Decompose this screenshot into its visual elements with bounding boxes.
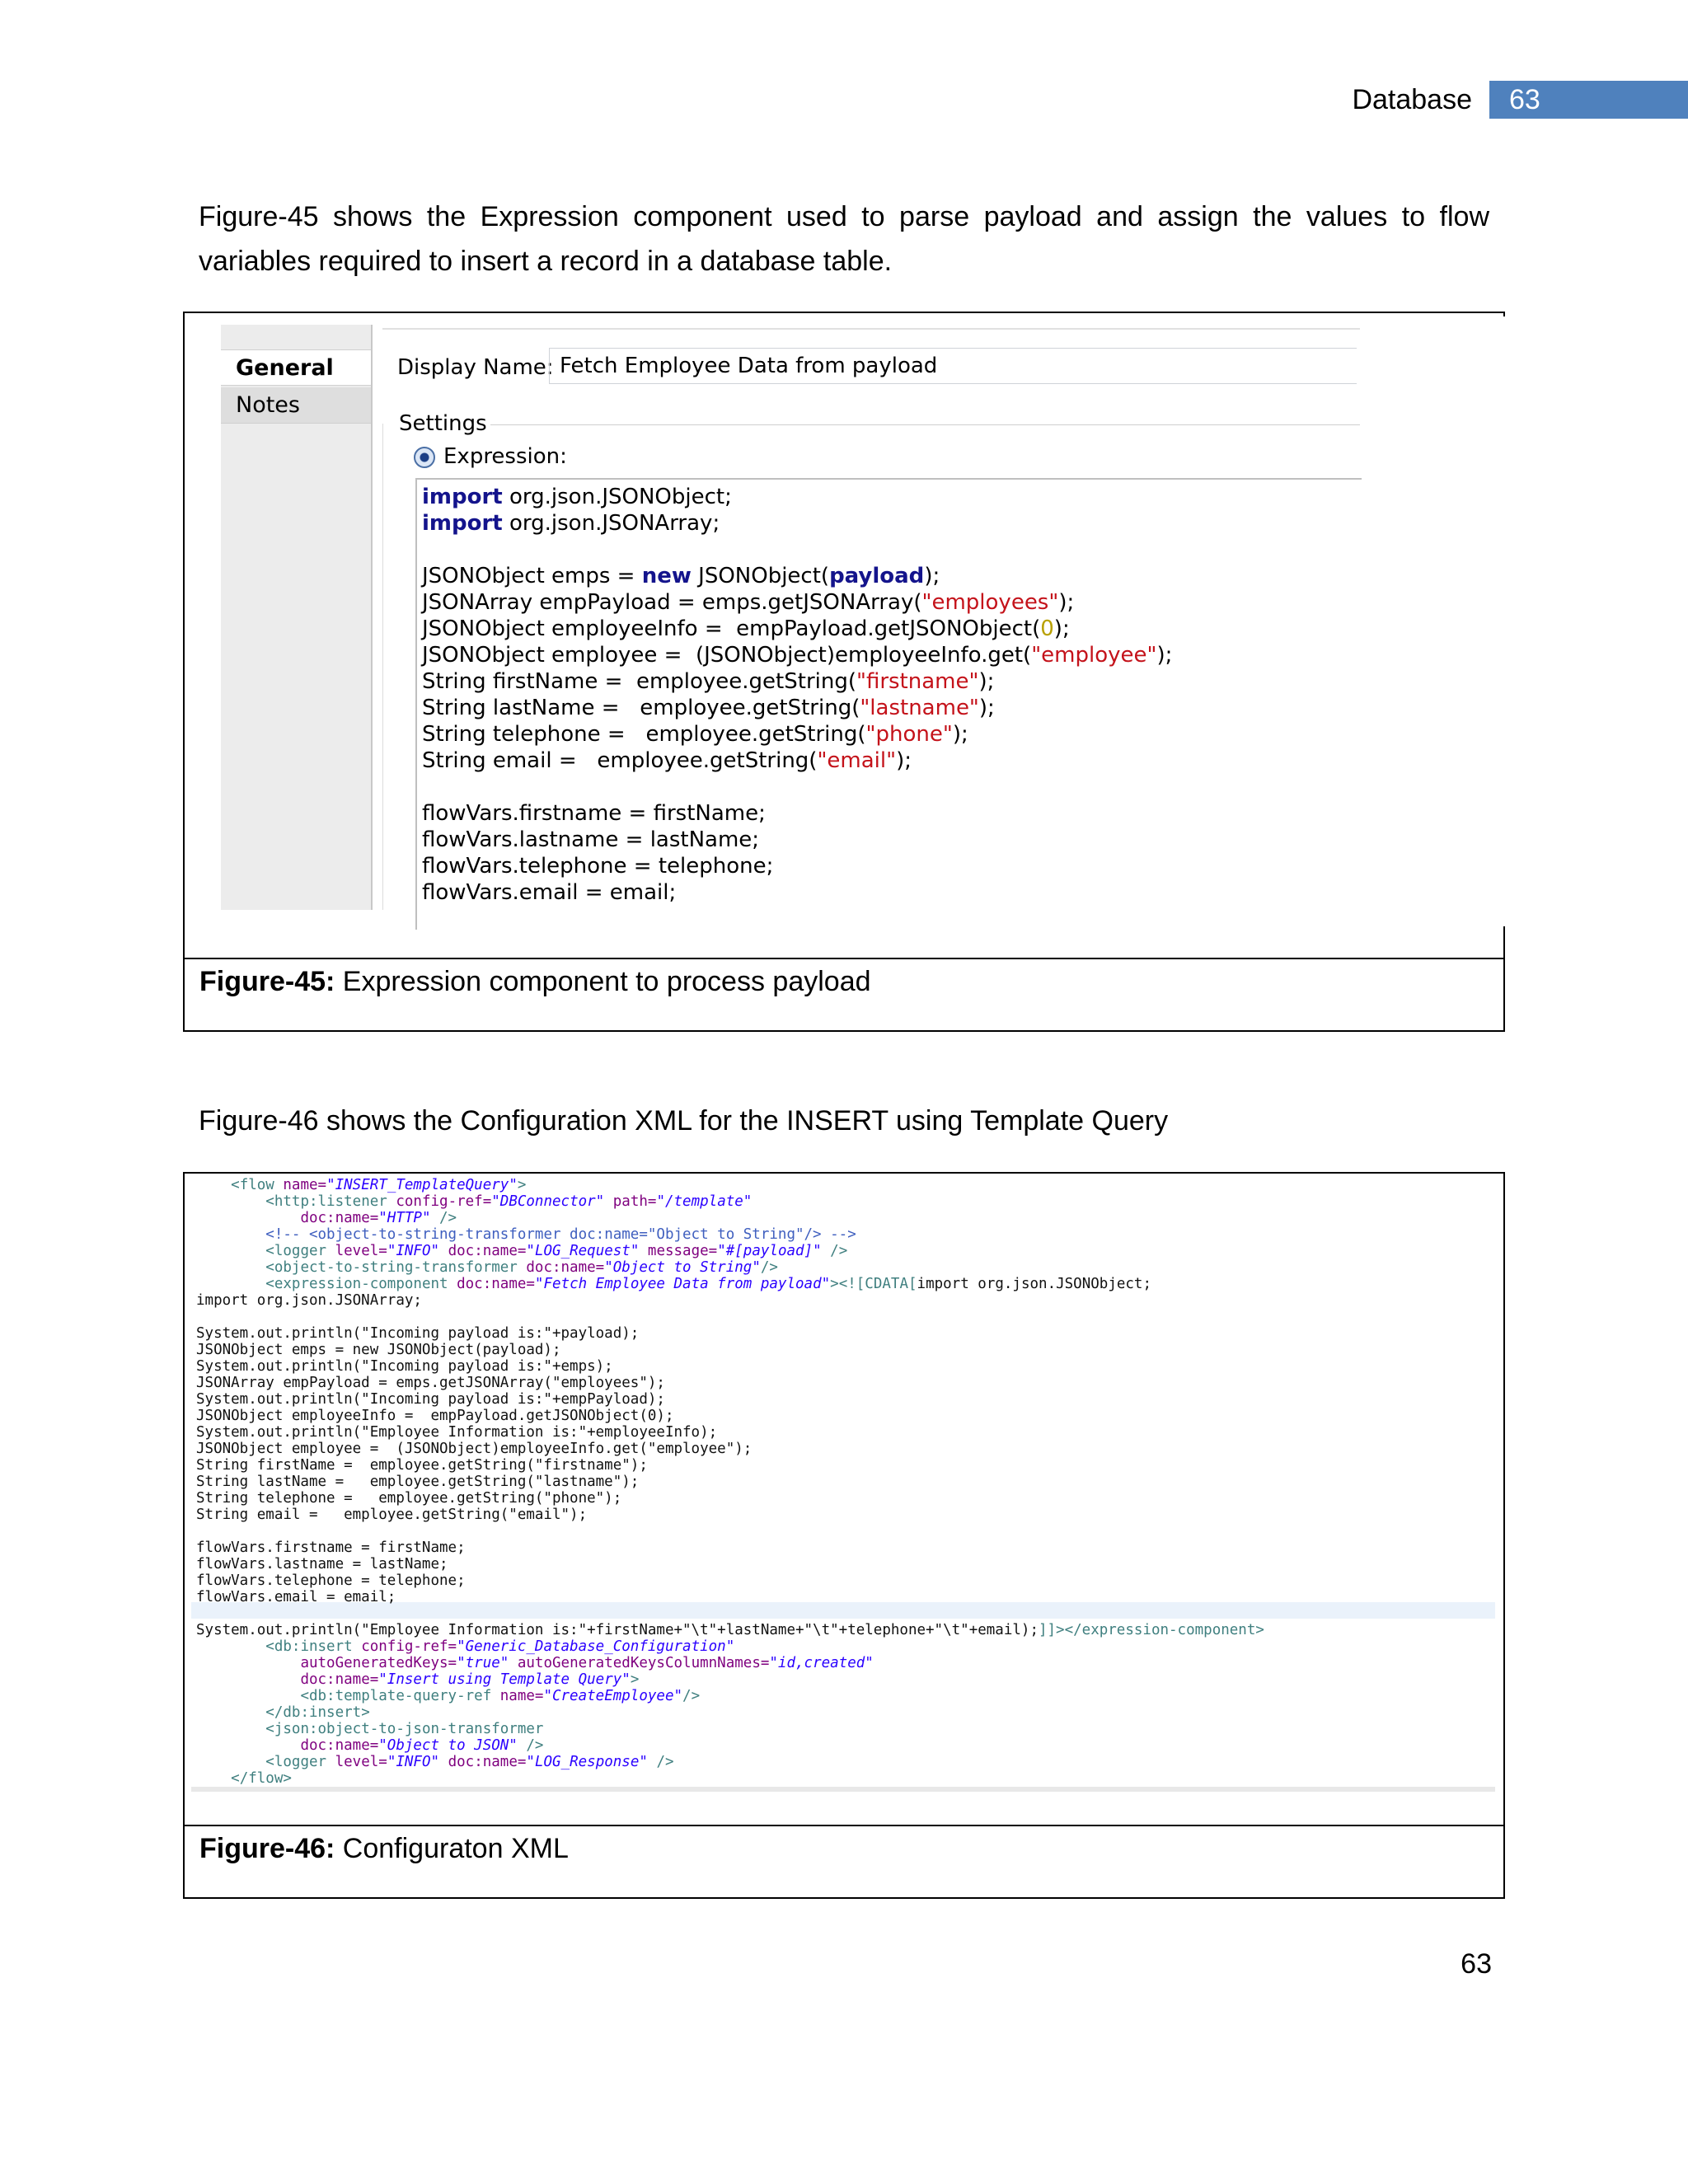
xml-line	[196, 1391, 1493, 1408]
code-token: <object-to-string-transformer	[265, 1259, 518, 1276]
expression-radio-button[interactable]	[414, 447, 435, 468]
code-token	[196, 1210, 300, 1226]
code-token: "HTTP"	[378, 1210, 431, 1226]
figure-45-caption-text: Expression component to process payload	[335, 966, 871, 997]
code-token	[196, 1259, 265, 1276]
xml-line	[196, 1605, 1493, 1622]
xml-line	[196, 1177, 1493, 1193]
code-token: flowVars.email = email;	[196, 1589, 396, 1605]
expression-code	[422, 484, 1353, 906]
figure-45-caption-label: Figure-45:	[199, 966, 335, 997]
code-token	[196, 1655, 300, 1671]
code-token: name=	[491, 1688, 544, 1704]
settings-divider	[483, 424, 1360, 425]
code-line	[422, 563, 1353, 589]
code-token: autoGeneratedKeysColumnNames=	[509, 1655, 770, 1671]
code-line	[422, 827, 1353, 853]
code-line	[422, 748, 1353, 774]
code-line	[422, 484, 1353, 510]
code-line	[422, 589, 1353, 616]
code-token: System.out.println("Employee Information is:"+firstName+"\t"+lastName+"\t"+telephone+"\t"+email);	[196, 1622, 1039, 1638]
code-token: );	[1156, 643, 1173, 668]
code-token: String telephone = employee.getString(	[422, 722, 866, 747]
code-token: flowVars.email = email;	[422, 880, 677, 905]
figure-45-caption-row	[185, 958, 1503, 1030]
code-token: level=	[326, 1243, 387, 1259]
code-token	[196, 1754, 265, 1770]
display-name-label: Display Name:	[397, 355, 554, 380]
code-token: <db:template-query-ref	[300, 1688, 492, 1704]
footer-page-number: 63	[1461, 1948, 1492, 1980]
code-token: "Generic_Database_Configuration"	[457, 1638, 735, 1655]
xml-line	[196, 1210, 1493, 1226]
xml-line	[196, 1655, 1493, 1671]
code-line	[422, 510, 1353, 537]
code-token: "Object to JSON"	[378, 1737, 518, 1754]
code-token: >	[517, 1177, 527, 1193]
code-token: "lastname"	[860, 696, 979, 720]
code-token: <expression-component	[265, 1276, 448, 1292]
xml-line	[196, 1358, 1493, 1375]
code-token: JSONObject emps = new JSONObject(payload);	[196, 1342, 561, 1358]
expression-label: Expression:	[443, 444, 567, 469]
code-token: <![CDATA[	[838, 1276, 917, 1292]
code-token: String email = employee.getString(	[422, 748, 818, 773]
code-token	[196, 1704, 265, 1721]
code-token: );	[1058, 590, 1075, 615]
code-token: config-ref=	[387, 1193, 492, 1210]
code-line	[422, 879, 1353, 906]
code-token: doc:name=	[300, 1671, 379, 1688]
code-line	[422, 668, 1353, 695]
code-token: payload	[829, 564, 925, 588]
code-token: import org.json.JSONArray;	[196, 1292, 422, 1309]
xml-line	[196, 1375, 1493, 1391]
code-token: "#[payload]"	[717, 1243, 822, 1259]
code-token: String firstName = employee.getString(	[422, 669, 856, 694]
xml-line	[196, 1259, 1493, 1276]
xml-line	[196, 1556, 1493, 1572]
code-token: 0	[1040, 616, 1054, 641]
code-token: "DBConnector"	[491, 1193, 605, 1210]
xml-line	[196, 1721, 1493, 1737]
code-token: doc:name=	[448, 1276, 535, 1292]
code-token: />	[760, 1259, 778, 1276]
code-token: JSONObject employee = (JSONObject)employeeInfo.get(	[422, 643, 1032, 668]
xml-line	[196, 1342, 1493, 1358]
code-token: String lastName = employee.getString(	[422, 696, 860, 720]
code-token: "Fetch Employee Data from payload"	[534, 1276, 831, 1292]
code-token: </flow>	[231, 1770, 292, 1787]
code-token	[196, 1177, 231, 1193]
code-token: "INFO"	[387, 1754, 440, 1770]
code-token: flowVars.telephone = telephone;	[196, 1572, 466, 1589]
code-token: message=	[639, 1243, 718, 1259]
code-line	[422, 537, 1353, 563]
code-token: doc:name=	[300, 1210, 379, 1226]
code-token: "Object to String"	[604, 1259, 761, 1276]
code-token: "employee"	[1031, 643, 1157, 668]
code-token: flowVars.lastname = lastName;	[422, 827, 760, 852]
code-token: String email = employee.getString("email");	[196, 1507, 588, 1523]
code-token	[196, 1226, 265, 1243]
code-token: ]]></expression-component>	[1038, 1622, 1264, 1638]
figure-45-box	[183, 312, 1505, 1032]
code-token: flowVars.firstname = firstName;	[422, 801, 766, 826]
figure-46-caption	[199, 1828, 569, 1869]
code-token: String telephone = employee.getString("phone");	[196, 1490, 622, 1507]
code-token: />	[430, 1210, 457, 1226]
code-token: );	[978, 669, 995, 694]
figure-46-caption-label: Figure-46:	[199, 1833, 335, 1864]
code-token: "LOG_Request"	[526, 1243, 640, 1259]
configuration-xml-code	[196, 1177, 1493, 1828]
figure-46-caption-text: Configuraton XML	[335, 1833, 569, 1864]
code-token: name=	[274, 1177, 327, 1193]
code-line	[422, 695, 1353, 721]
code-token: "email"	[817, 748, 897, 773]
xml-line	[196, 1243, 1493, 1259]
code-line	[422, 774, 1353, 800]
code-token: </db:insert>	[265, 1704, 370, 1721]
code-line	[422, 721, 1353, 748]
code-line	[422, 853, 1353, 879]
figure-45-caption	[199, 961, 871, 1002]
code-token: );	[1053, 616, 1070, 641]
code-token: doc:name=	[439, 1754, 527, 1770]
header-page-number: 63	[1509, 84, 1540, 115]
code-token: <flow	[231, 1177, 274, 1193]
code-token: JSONObject employeeInfo = empPayload.getJSONObject(0);	[196, 1408, 674, 1424]
code-token: JSONObject(	[691, 564, 830, 588]
code-token: JSONArray empPayload = emps.getJSONArray("employees");	[196, 1375, 665, 1391]
code-token	[196, 1671, 300, 1688]
code-token: />	[682, 1688, 701, 1704]
code-token: System.out.println("Incoming payload is:"+empPayload);	[196, 1391, 665, 1408]
code-token	[196, 1276, 265, 1292]
xml-line	[196, 1671, 1493, 1688]
code-token: />	[647, 1754, 674, 1770]
code-token: />	[517, 1737, 544, 1754]
xml-line	[196, 1474, 1493, 1490]
code-token: "true"	[457, 1655, 509, 1671]
code-token: System.out.println("Employee Information is:"+employeeInfo);	[196, 1424, 718, 1441]
code-token: <logger	[265, 1754, 327, 1770]
xml-line	[196, 1490, 1493, 1507]
code-token: "/template"	[656, 1193, 753, 1210]
xml-line	[196, 1704, 1493, 1721]
xml-line	[196, 1572, 1493, 1589]
code-token: level=	[326, 1754, 387, 1770]
code-token: <db:insert	[265, 1638, 353, 1655]
intro-paragraph-line-2: variables required to insert a record in a database table.	[199, 246, 893, 277]
code-token: path=	[604, 1193, 657, 1210]
code-token: autoGeneratedKeys=	[300, 1655, 457, 1671]
xml-line	[196, 1292, 1493, 1309]
code-token	[196, 1770, 231, 1787]
code-token: String firstName = employee.getString("firstname");	[196, 1457, 648, 1474]
code-token: JSONObject employeeInfo = empPayload.getJSONObject(	[422, 616, 1041, 641]
figure-46-intro-paragraph: Figure-46 shows the Configuration XML for the INSERT using Template Query	[199, 1105, 1169, 1137]
code-token	[196, 1638, 265, 1655]
intro-paragraph-line-1: Figure-45 shows the Expression component used to parse payload and assign the values to flow	[199, 201, 1489, 232]
code-token: );	[952, 722, 968, 747]
code-token: <json:object-to-json-transformer	[265, 1721, 544, 1737]
xml-line	[196, 1540, 1493, 1556]
code-token: <logger	[265, 1243, 327, 1259]
code-token: "employees"	[921, 590, 1059, 615]
code-token: <!-- <object-to-string-transformer doc:name="Object to String"/> -->	[265, 1226, 856, 1243]
code-token	[196, 1243, 265, 1259]
code-token: );	[896, 748, 912, 773]
code-token: JSONArray empPayload = emps.getJSONArray(	[422, 590, 922, 615]
tab-general[interactable]: General	[221, 349, 371, 386]
xml-line	[196, 1622, 1493, 1638]
figure-46-box	[183, 1172, 1505, 1899]
code-token: "firstname"	[856, 669, 979, 694]
code-token: flowVars.lastname = lastName;	[196, 1556, 448, 1572]
xml-line	[196, 1770, 1493, 1787]
code-token: import	[422, 485, 503, 509]
xml-line	[196, 1276, 1493, 1292]
code-token: JSONObject emps =	[422, 564, 642, 588]
code-token: new	[641, 564, 692, 588]
code-token: "id,created"	[769, 1655, 874, 1671]
code-token: >	[830, 1276, 839, 1292]
code-token: doc:name=	[439, 1243, 527, 1259]
xml-line	[196, 1441, 1493, 1457]
xml-line	[196, 1408, 1493, 1424]
settings-group-border	[382, 424, 383, 910]
panel-divider	[382, 328, 1360, 330]
code-token	[196, 1721, 265, 1737]
display-name-field[interactable]: Fetch Employee Data from payload	[549, 348, 1357, 384]
code-token: "LOG_Response"	[526, 1754, 648, 1770]
code-token: System.out.println("Incoming payload is:"+emps);	[196, 1358, 613, 1375]
figure-46-caption-row	[185, 1825, 1503, 1897]
xml-line	[196, 1457, 1493, 1474]
xml-line	[196, 1325, 1493, 1342]
page-number-badge	[1489, 81, 1688, 119]
code-token: import	[422, 511, 503, 536]
settings-group-label: Settings	[399, 407, 490, 440]
xml-line	[196, 1523, 1493, 1540]
code-token: org.json.JSONArray;	[502, 511, 720, 536]
code-token: import org.json.JSONObject;	[917, 1276, 1152, 1292]
properties-sidebar	[221, 325, 373, 910]
code-token	[196, 1688, 300, 1704]
code-token: "INSERT_TemplateQuery"	[326, 1177, 518, 1193]
code-token: "INFO"	[387, 1243, 440, 1259]
code-token: );	[978, 696, 995, 720]
xml-line	[196, 1226, 1493, 1243]
code-token: >	[630, 1671, 640, 1688]
xml-line	[196, 1638, 1493, 1655]
xml-line	[196, 1507, 1493, 1523]
code-token: />	[821, 1243, 848, 1259]
code-token: );	[924, 564, 940, 588]
code-token: flowVars.firstname = firstName;	[196, 1540, 466, 1556]
code-token: doc:name=	[517, 1259, 605, 1276]
code-line	[422, 642, 1353, 668]
xml-line	[196, 1424, 1493, 1441]
xml-line	[196, 1688, 1493, 1704]
code-token: <http:listener	[265, 1193, 387, 1210]
expression-component-screenshot	[203, 316, 1522, 926]
code-token: "CreateEmployee"	[543, 1688, 683, 1704]
code-token: System.out.println("Incoming payload is:"+payload);	[196, 1325, 640, 1342]
code-line	[422, 616, 1353, 642]
code-token: JSONObject employee = (JSONObject)employeeInfo.get("employee");	[196, 1441, 753, 1457]
xml-line	[196, 1193, 1493, 1210]
running-header-title: Database	[1352, 84, 1472, 115]
xml-line	[196, 1754, 1493, 1770]
xml-line	[196, 1589, 1493, 1605]
code-token: org.json.JSONObject;	[502, 485, 732, 509]
code-token: config-ref=	[352, 1638, 457, 1655]
code-token: "Insert using Template Query"	[378, 1671, 631, 1688]
code-token	[196, 1737, 300, 1754]
code-token: "phone"	[865, 722, 953, 747]
code-line	[422, 800, 1353, 827]
tab-notes[interactable]: Notes	[221, 387, 371, 424]
xml-line	[196, 1737, 1493, 1754]
code-token: doc:name=	[300, 1737, 379, 1754]
xml-line	[196, 1309, 1493, 1325]
code-token: flowVars.telephone = telephone;	[422, 854, 774, 879]
code-token: String lastName = employee.getString("lastname");	[196, 1474, 640, 1490]
code-token	[196, 1193, 265, 1210]
